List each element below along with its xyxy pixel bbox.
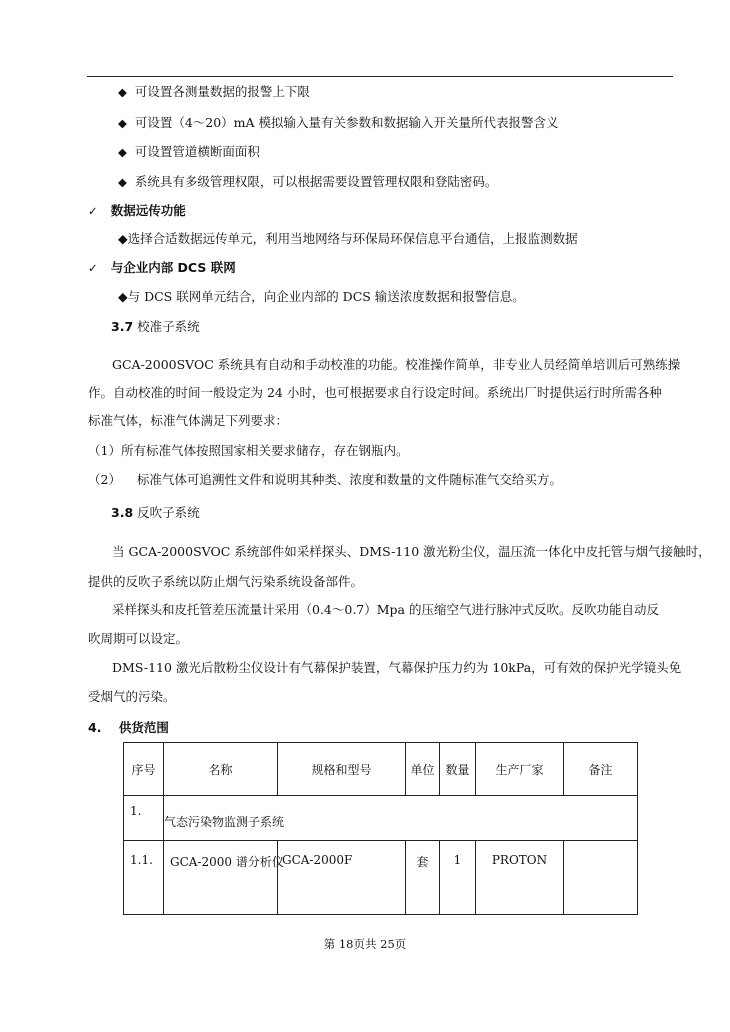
- row-cell-model: GCA-2000F: [278, 841, 406, 915]
- s38-p2-line1: 采样探头和皮托管差压流量计采用（0.4～0.7）Mpa 的压缩空气进行脉冲式反吹。反吹功能自动反: [112, 602, 659, 617]
- s38-p2-line2: 吹周期可以设定。: [88, 631, 189, 646]
- feature-bullet-2: ◆ 可设置（4～20）mA 模拟输入量有关参数和数据输入开关量所代表报警含义: [118, 115, 559, 130]
- s38-p3-line2: 受烟气的污染。: [88, 689, 176, 704]
- row-cell-name: GCA-2000 谱分析仪: [164, 841, 278, 915]
- s37-p1-line3: 标准气体，标准气体满足下列要求：: [88, 413, 289, 428]
- diamond-bullet-icon: ◆: [118, 175, 127, 189]
- supply-table: [123, 742, 638, 915]
- header-cell-remark: 备注: [564, 743, 638, 796]
- remote-text: ◆选择合适数据远传单元，利用当地网络与环保局环保信息平台通信，上报监测数据: [118, 231, 578, 246]
- header-rule: [87, 76, 673, 77]
- feature-bullet-4: ◆ 系统具有多级管理权限，可以根据需要设置管理权限和登陆密码。: [118, 174, 498, 189]
- section-4-heading: 4. 供货范围: [88, 720, 169, 735]
- row-cell-remark: [564, 841, 638, 915]
- section-3-7-heading: 3.7 校准子系统: [111, 319, 200, 334]
- diamond-bullet-icon: ◆: [118, 145, 127, 159]
- page-footer: 第 18页共 25页: [323, 937, 407, 951]
- table-header-row: [124, 743, 638, 796]
- s37-item-2: （2） 标准气体可追溯性文件和说明其种类、浓度和数量的文件随标准气交给买方。: [88, 472, 562, 487]
- s37-p1-line2: 作。自动校准的时间一般设定为 24 小时，也可根据要求自行设定时间。系统出厂时提供运行时所需各种: [88, 385, 662, 400]
- row-cell-maker: PROTON: [476, 841, 564, 915]
- feature-bullet-1: ◆ 可设置各测量数据的报警上下限: [118, 84, 310, 99]
- header-cell-model: 规格和型号: [278, 743, 406, 796]
- s38-p1-line2: 提供的反吹子系统以防止烟气污染系统设备部件。: [88, 574, 364, 589]
- table-row: [124, 841, 638, 915]
- row-cell-unit: 套: [406, 841, 440, 915]
- section-3-8-heading: 3.8 反吹子系统: [111, 505, 200, 520]
- feature-bullet-3: ◆ 可设置管道横断面面积: [118, 144, 260, 159]
- table-group-row: [124, 796, 638, 841]
- group-cell-label: 气态污染物监测子系统: [164, 796, 638, 841]
- checkmark-icon: ✓: [88, 261, 98, 275]
- header-cell-qty: 数量: [440, 743, 476, 796]
- s38-p1-line1: 当 GCA-2000SVOC 系统部件如采样探头、DMS-110 激光粉尘仪，温压流一体化中皮托管与烟气接触时，: [112, 544, 711, 559]
- group-cell-no: 1.: [124, 796, 164, 841]
- dcs-heading: ✓ 与企业内部 DCS 联网: [88, 260, 236, 275]
- remote-heading: ✓ 数据远传功能: [88, 203, 186, 218]
- dcs-text: ◆与 DCS 联网单元结合，向企业内部的 DCS 输送浓度数据和报警信息。: [118, 289, 525, 304]
- row-cell-no: 1.1.: [124, 841, 164, 915]
- row-cell-qty: 1: [440, 841, 476, 915]
- header-cell-unit: 单位: [406, 743, 440, 796]
- checkmark-icon: ✓: [88, 204, 98, 218]
- header-cell-name: 名称: [164, 743, 278, 796]
- s38-p3-line1: DMS-110 激光后散粉尘仪设计有气幕保护装置，气幕保护压力约为 10kPa，可有效的保护光学镜头免: [112, 660, 682, 675]
- diamond-bullet-icon: ◆: [118, 85, 127, 99]
- s37-p1-line1: GCA-2000SVOC 系统具有自动和手动校准的功能。校准操作简单，非专业人员经简单培训后可熟练操: [112, 357, 681, 372]
- diamond-bullet-icon: ◆: [118, 116, 127, 130]
- s37-item-1: （1）所有标准气体按照国家相关要求储存，存在钢瓶内。: [88, 443, 409, 458]
- header-cell-maker: 生产厂家: [476, 743, 564, 796]
- header-cell-no: 序号: [124, 743, 164, 796]
